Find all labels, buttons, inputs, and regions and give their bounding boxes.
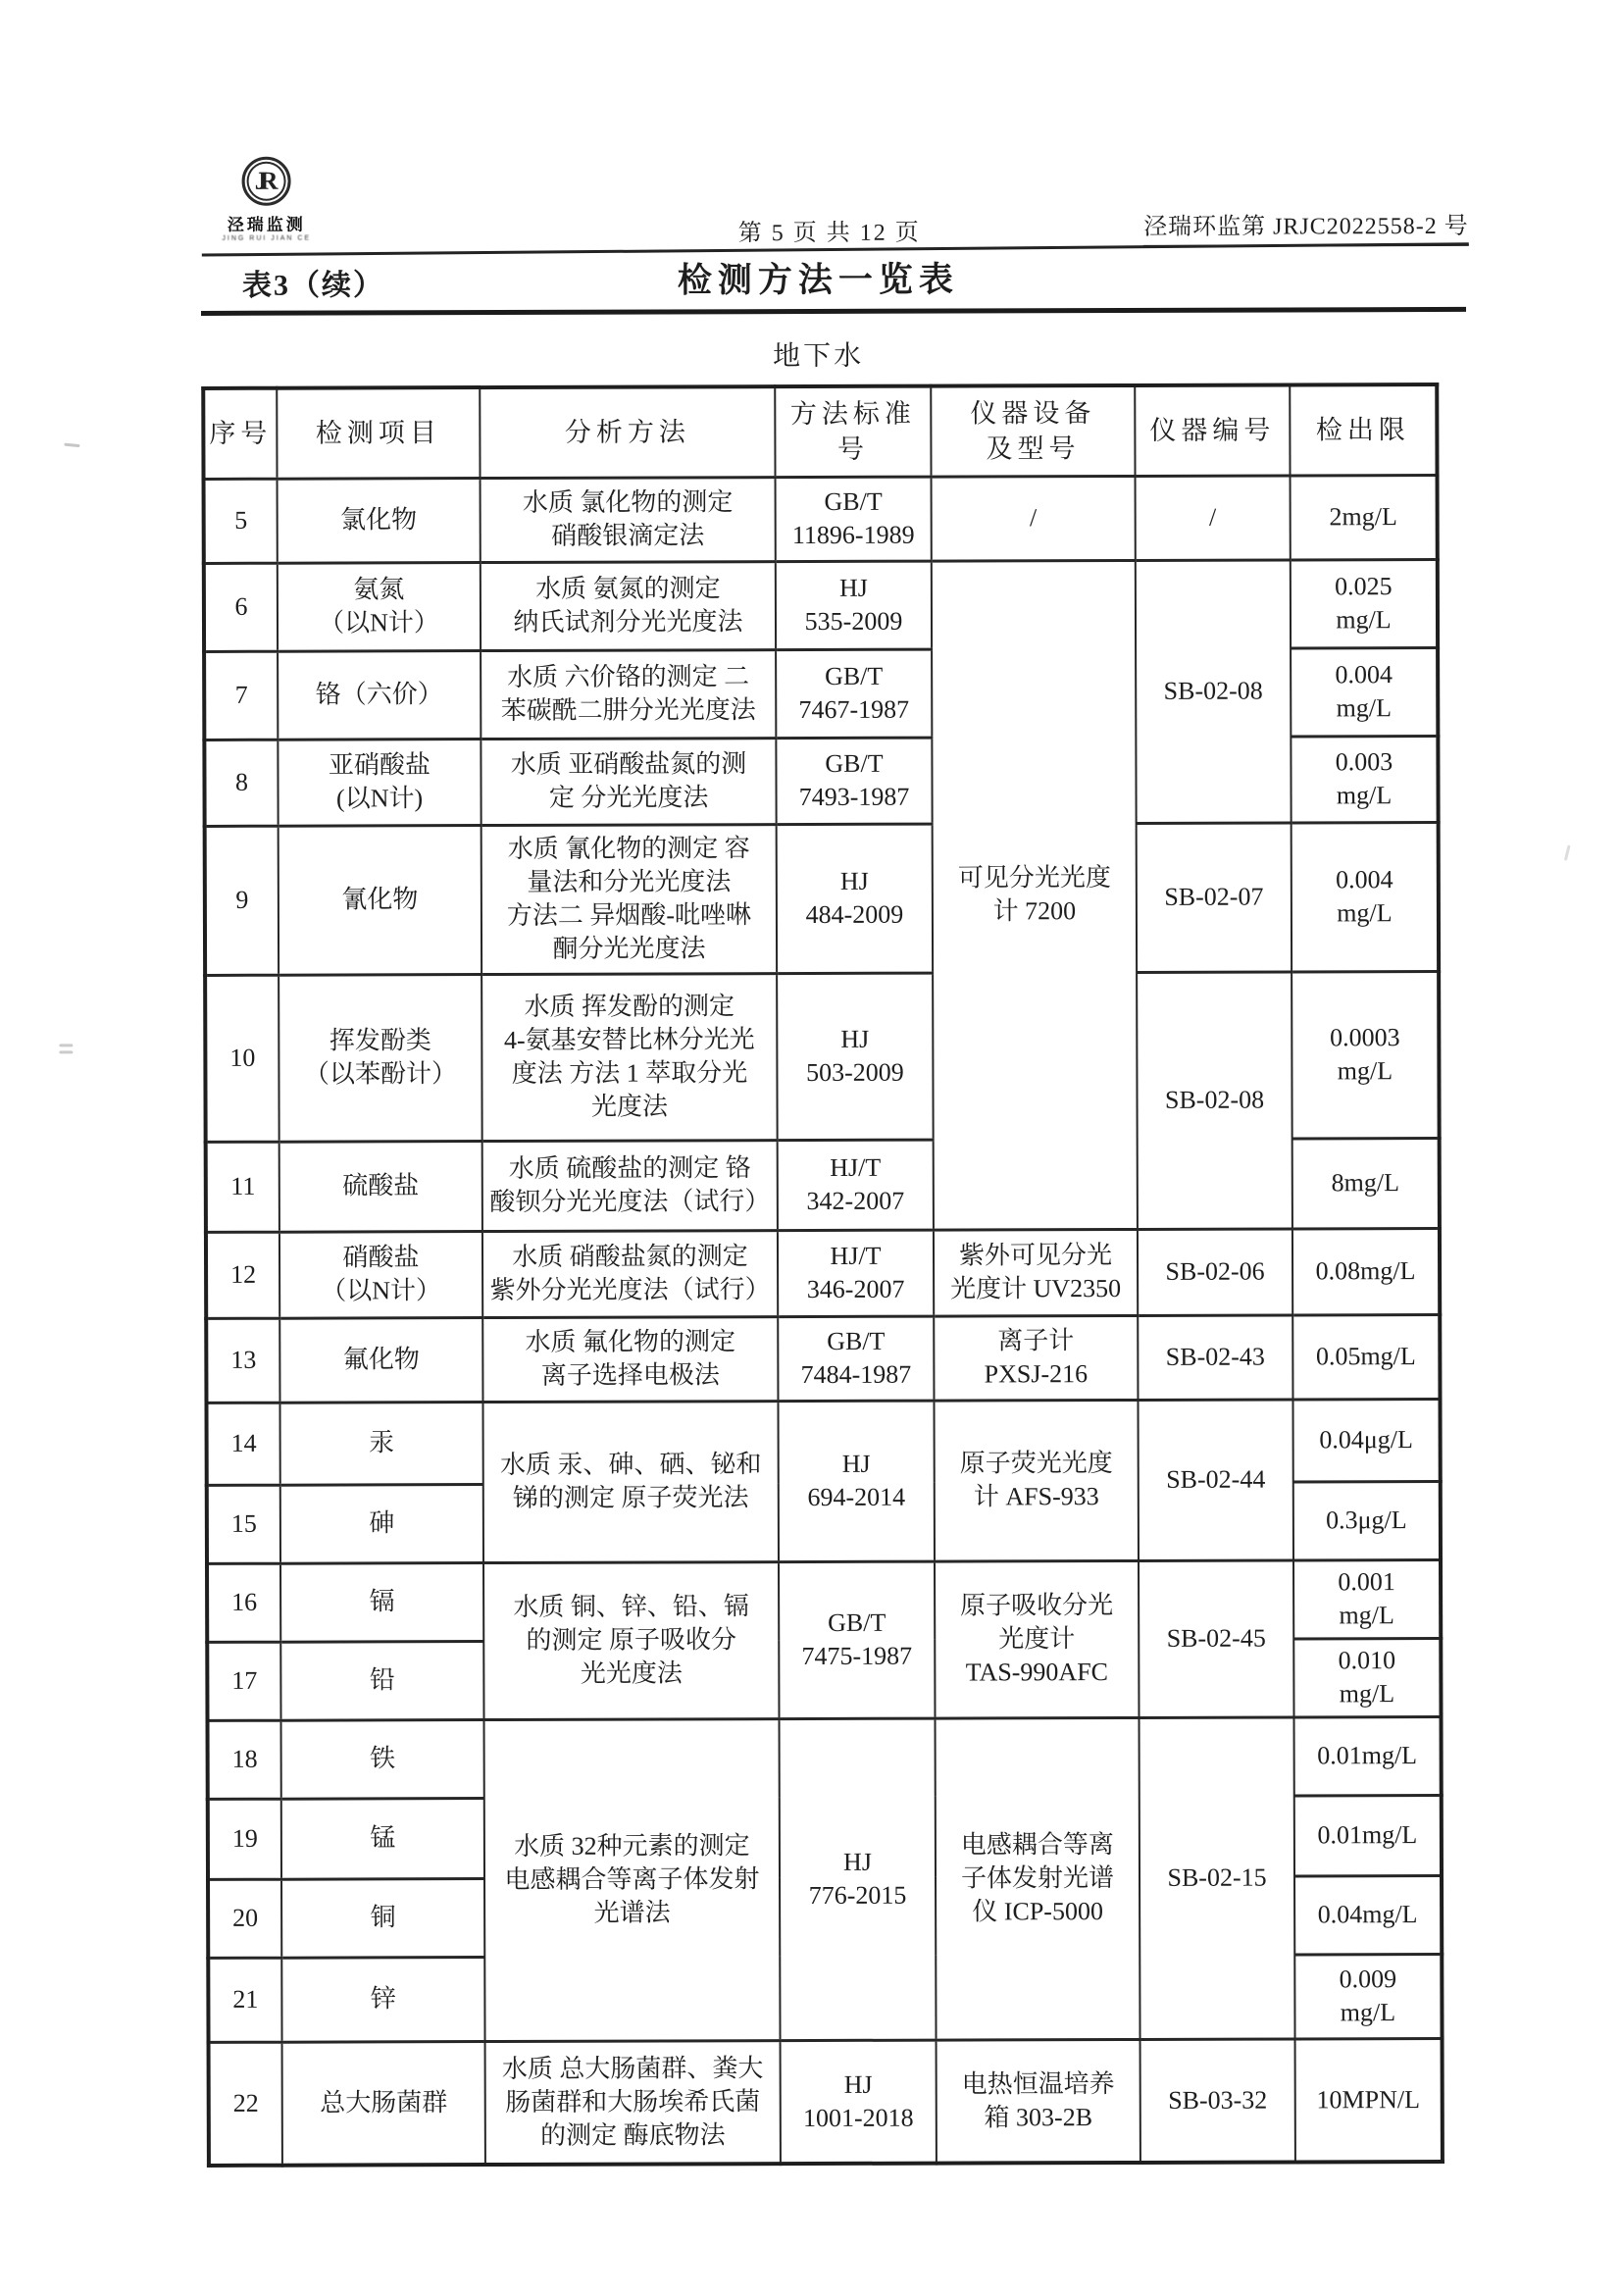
- limit-cell: 0.01mg/L: [1294, 1716, 1442, 1795]
- company-logo: [204, 157, 328, 242]
- instrument-id-cell: SB-02-08: [1137, 971, 1292, 1228]
- instrument-cell: /: [932, 476, 1136, 561]
- item-cell: 锰: [281, 1798, 484, 1879]
- table-label: 表3（续）: [241, 269, 384, 302]
- table-header-row: [203, 384, 1437, 479]
- method-cell: 水质 铜、锌、铅、镉 的测定 原子吸收分 光光度法: [483, 1561, 780, 1719]
- item-cell: 总大肠菌群: [282, 2041, 485, 2166]
- method-cell: 水质 硝酸盐氮的测定 紫外分光光度法（试行）: [482, 1230, 778, 1317]
- seq-cell: 11: [206, 1142, 279, 1232]
- instrument-id-cell: SB-02-44: [1138, 1399, 1293, 1559]
- standard-cell: HJ 694-2014: [778, 1401, 935, 1561]
- method-cell: 水质 六价铬的测定 二 苯碳酰二肼分光光度法: [481, 649, 776, 739]
- standard-cell: GB/T 11896-1989: [776, 477, 932, 561]
- seq-cell: 19: [208, 1799, 281, 1879]
- method-cell: 水质 挥发酚的测定 4-氨基安替比林分光光 度法 方法 1 萃取分光 光度法: [481, 973, 778, 1141]
- instrument-id-cell: SB-02-45: [1139, 1559, 1294, 1716]
- instrument-cell: 原子荧光光度 计 AFS-933: [934, 1400, 1139, 1561]
- seq-cell: 8: [204, 740, 278, 826]
- limit-cell: 0.0003 mg/L: [1292, 971, 1440, 1138]
- column-header: 检测项目: [277, 387, 480, 479]
- limit-cell: 0.04mg/L: [1294, 1875, 1442, 1954]
- method-cell: 水质 氯化物的测定 硝酸银滴定法: [481, 477, 776, 562]
- seq-cell: 12: [206, 1232, 279, 1318]
- column-header: 仪器设备 及型号: [931, 385, 1135, 477]
- document-number: 泾瑞环监第 JRJC2022558-2 号: [1143, 206, 1469, 247]
- table-row: [209, 2038, 1443, 2166]
- instrument-id-cell: SB-02-06: [1138, 1228, 1292, 1314]
- limit-cell: 0.05mg/L: [1292, 1314, 1440, 1399]
- seq-cell: 21: [208, 1958, 281, 2042]
- seq-cell: 16: [207, 1563, 280, 1642]
- logo-subtext: JING RUI JIAN CE: [222, 234, 312, 242]
- method-cell: 水质 总大肠菌群、粪大 肠菌群和大肠埃希氏菌 的测定 酶底物法: [485, 2040, 781, 2165]
- standard-cell: HJ/T 346-2007: [778, 1230, 934, 1316]
- seq-cell: 14: [206, 1403, 279, 1485]
- item-cell: 铁: [281, 1719, 484, 1799]
- item-cell: 氨氮 （以N计）: [278, 562, 481, 651]
- instrument-id-cell: /: [1136, 475, 1291, 559]
- standard-cell: HJ 776-2015: [780, 1718, 937, 2040]
- limit-cell: 8mg/L: [1292, 1138, 1440, 1228]
- seq-cell: 7: [204, 651, 278, 740]
- section-subtitle: 地下水: [773, 340, 865, 373]
- method-cell: 水质 32种元素的测定 电感耦合等离子体发射 光谱法: [484, 1718, 781, 2041]
- item-cell: 亚硝酸盐 (以N计): [278, 739, 481, 826]
- column-header: 分析方法: [480, 386, 775, 478]
- limit-cell: 0.004 mg/L: [1291, 647, 1438, 736]
- column-header: 检出限: [1290, 384, 1437, 475]
- logo-monogram-icon: [241, 157, 290, 206]
- method-cell: 水质 硫酸盐的测定 铬 酸钡分光光度法（试行）: [482, 1140, 778, 1231]
- column-header: 序号: [203, 388, 277, 479]
- item-cell: 氟化物: [279, 1317, 482, 1403]
- limit-cell: 0.01mg/L: [1294, 1795, 1442, 1875]
- item-cell: 铬（六价）: [278, 650, 481, 740]
- limit-cell: 0.3μg/L: [1293, 1481, 1441, 1559]
- table-row: [205, 971, 1440, 1142]
- column-header: 仪器编号: [1135, 384, 1290, 475]
- seq-cell: 9: [205, 826, 279, 975]
- limit-cell: 0.001 mg/L: [1293, 1559, 1441, 1638]
- logo-monogram: JR: [254, 166, 271, 195]
- item-cell: 挥发酚类 （以苯酚计）: [279, 974, 482, 1142]
- instrument-id-cell: SB-03-32: [1140, 2038, 1295, 2162]
- item-cell: 锌: [281, 1957, 484, 2042]
- limit-cell: 0.009 mg/L: [1294, 1954, 1442, 2038]
- methods-table: [201, 383, 1444, 2168]
- standard-cell: GB/T 7484-1987: [778, 1316, 934, 1401]
- scan-smudge: [59, 1044, 73, 1046]
- seq-cell: 13: [206, 1318, 279, 1403]
- standard-cell: GB/T 7493-1987: [776, 738, 932, 824]
- method-cell: 水质 氰化物的测定 容 量法和分光光度法 方法二 异烟酸-吡唑啉 酮分光光度法: [481, 824, 777, 974]
- table-body: [204, 475, 1443, 2166]
- column-header: 方法标准号: [775, 386, 931, 477]
- instrument-cell: 离子计 PXSJ-216: [934, 1315, 1138, 1401]
- page-number: 第 5 页 共 12 页: [737, 220, 921, 247]
- item-cell: 硫酸盐: [279, 1141, 482, 1232]
- item-cell: 氰化物: [279, 825, 481, 975]
- seq-cell: 20: [208, 1879, 281, 1958]
- instrument-id-cell: SB-02-08: [1136, 559, 1292, 822]
- method-cell: 水质 氟化物的测定 离子选择电极法: [482, 1316, 778, 1402]
- seq-cell: 6: [204, 563, 278, 651]
- scan-smudge: [64, 443, 79, 448]
- instrument-cell: 紫外可见分光 光度计 UV2350: [934, 1229, 1138, 1316]
- limit-cell: 0.003 mg/L: [1291, 736, 1438, 822]
- method-cell: 水质 亚硝酸盐氮的测 定 分光光度法: [481, 738, 776, 825]
- limit-cell: 0.010 mg/L: [1293, 1638, 1441, 1716]
- title-rule: [201, 307, 1466, 316]
- instrument-cell: 电热恒温培养 箱 303-2B: [937, 2039, 1140, 2164]
- table-row: [204, 559, 1438, 651]
- method-cell: 水质 氨氮的测定 纳氏试剂分光光度法: [481, 561, 776, 650]
- limit-cell: 0.08mg/L: [1292, 1228, 1440, 1314]
- seq-cell: 22: [209, 2042, 282, 2166]
- instrument-cell: 原子吸收分光 光度计 TAS-990AFC: [935, 1560, 1140, 1718]
- limit-cell: 0.004 mg/L: [1292, 822, 1439, 971]
- standard-cell: HJ/T 342-2007: [778, 1140, 934, 1230]
- table-row: [206, 1399, 1440, 1485]
- table-row: [206, 1314, 1440, 1403]
- item-cell: 铜: [281, 1878, 484, 1958]
- instrument-id-cell: SB-02-15: [1140, 1716, 1295, 2038]
- standard-cell: HJ 1001-2018: [781, 2040, 937, 2164]
- instrument-cell: 可见分光光度 计 7200: [932, 560, 1138, 1230]
- table-row: [208, 1716, 1442, 1799]
- seq-cell: 15: [207, 1485, 280, 1563]
- instrument-id-cell: SB-02-07: [1137, 822, 1292, 971]
- standard-cell: HJ 484-2009: [777, 824, 933, 973]
- standard-cell: GB/T 7467-1987: [776, 649, 932, 738]
- seq-cell: 17: [207, 1642, 280, 1720]
- standard-cell: HJ 503-2009: [777, 973, 934, 1140]
- limit-cell: 0.04μg/L: [1292, 1399, 1440, 1481]
- table-row: [204, 475, 1438, 563]
- method-cell: 水质 汞、砷、硒、铋和 锑的测定 原子荧光法: [482, 1401, 779, 1562]
- table-row: [206, 1228, 1440, 1318]
- standard-cell: GB/T 7475-1987: [779, 1561, 936, 1718]
- logo-name: 泾瑞监测: [227, 215, 306, 234]
- seq-cell: 10: [205, 975, 279, 1142]
- instrument-id-cell: SB-02-43: [1138, 1314, 1292, 1399]
- item-cell: 汞: [279, 1402, 482, 1485]
- scan-smudge: [1564, 844, 1571, 860]
- seq-cell: 5: [204, 479, 278, 563]
- item-cell: 氯化物: [278, 478, 481, 563]
- limit-cell: 10MPN/L: [1295, 2038, 1443, 2162]
- item-cell: 硝酸盐 （以N计）: [279, 1231, 482, 1318]
- item-cell: 砷: [280, 1484, 483, 1563]
- instrument-cell: 电感耦合等离 子体发射光谱 仪 ICP-5000: [936, 1717, 1140, 2040]
- standard-cell: HJ 535-2009: [776, 561, 932, 649]
- limit-cell: 2mg/L: [1291, 475, 1438, 559]
- table-row: [205, 822, 1439, 975]
- table-row: [207, 1559, 1441, 1642]
- item-cell: 铅: [280, 1641, 483, 1720]
- limit-cell: 0.025 mg/L: [1291, 559, 1438, 647]
- seq-cell: 18: [208, 1720, 281, 1799]
- page-title: 检测方法一览表: [677, 260, 959, 300]
- item-cell: 镉: [280, 1562, 483, 1642]
